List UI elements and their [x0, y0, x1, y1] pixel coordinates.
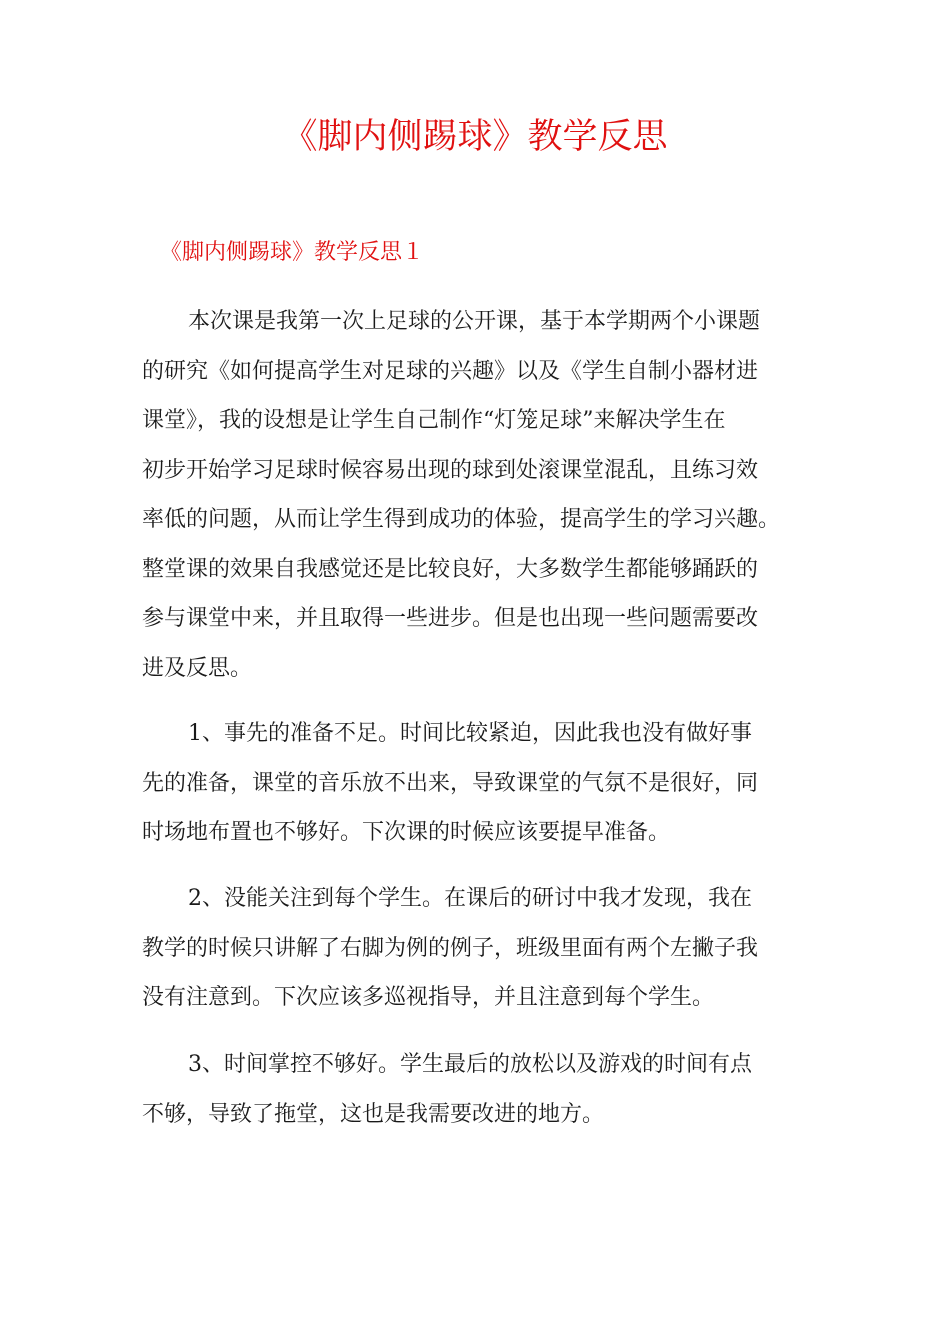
paragraph-line: 没有注意到。下次应该多巡视指导，并且注意到每个学生。: [142, 985, 715, 1010]
document-title: 《脚内侧踢球》教学反思: [282, 117, 668, 157]
paragraph-line: 率低的问题，从而让学生得到成功的体验，提高学生的学习兴趣。: [142, 507, 781, 532]
paragraph-line: 2、没能关注到每个学生。在课后的研讨中我才发现，我在: [188, 886, 752, 911]
paragraph-line: 课堂》，我的设想是让学生自己制作“灯笼足球”来解决学生在: [142, 408, 726, 433]
paragraph-point-3: [142, 1040, 752, 1139]
paragraph-intro: [142, 297, 780, 693]
paragraph-line: 参与课堂中来，并且取得一些进步。但是也出现一些问题需要改: [142, 606, 759, 631]
section-heading: 《脚内侧踢球》教学反思１: [160, 240, 425, 265]
paragraph-line: 本次课是我第一次上足球的公开课，基于本学期两个小课题: [188, 309, 761, 334]
paragraph-line: 1、事先的准备不足。时间比较紧迫，因此我也没有做好事: [188, 721, 752, 746]
paragraph-line: 教学的时候只讲解了右脚为例的例子，班级里面有两个左撇子我: [142, 935, 759, 961]
paragraph-point-1: [142, 709, 758, 858]
paragraph-line: 初步开始学习足球时候容易出现的球到处滚课堂混乱，且练习效: [142, 457, 759, 483]
paragraph-line: 先的准备，课堂的音乐放不出来，导致课堂的气氛不是很好，同: [142, 770, 759, 796]
paragraph-line: 整堂课的效果自我感觉还是比较良好，大多数学生都能够踊跃的: [142, 556, 759, 582]
paragraph-line: 时场地布置也不够好。下次课的时候应该要提早准备。: [142, 820, 671, 845]
paragraph-line: 进及反思。: [142, 655, 253, 681]
paragraph-line: 不够，导致了拖堂，这也是我需要改进的地方。: [142, 1101, 605, 1127]
paragraph-line: 3、时间掌控不够好。学生最后的放松以及游戏的时间有点: [188, 1052, 752, 1077]
paragraph-point-2: [142, 874, 758, 1023]
paragraph-line: 的研究《如何提高学生对足球的兴趣》以及《学生自制小器材进: [142, 358, 759, 384]
